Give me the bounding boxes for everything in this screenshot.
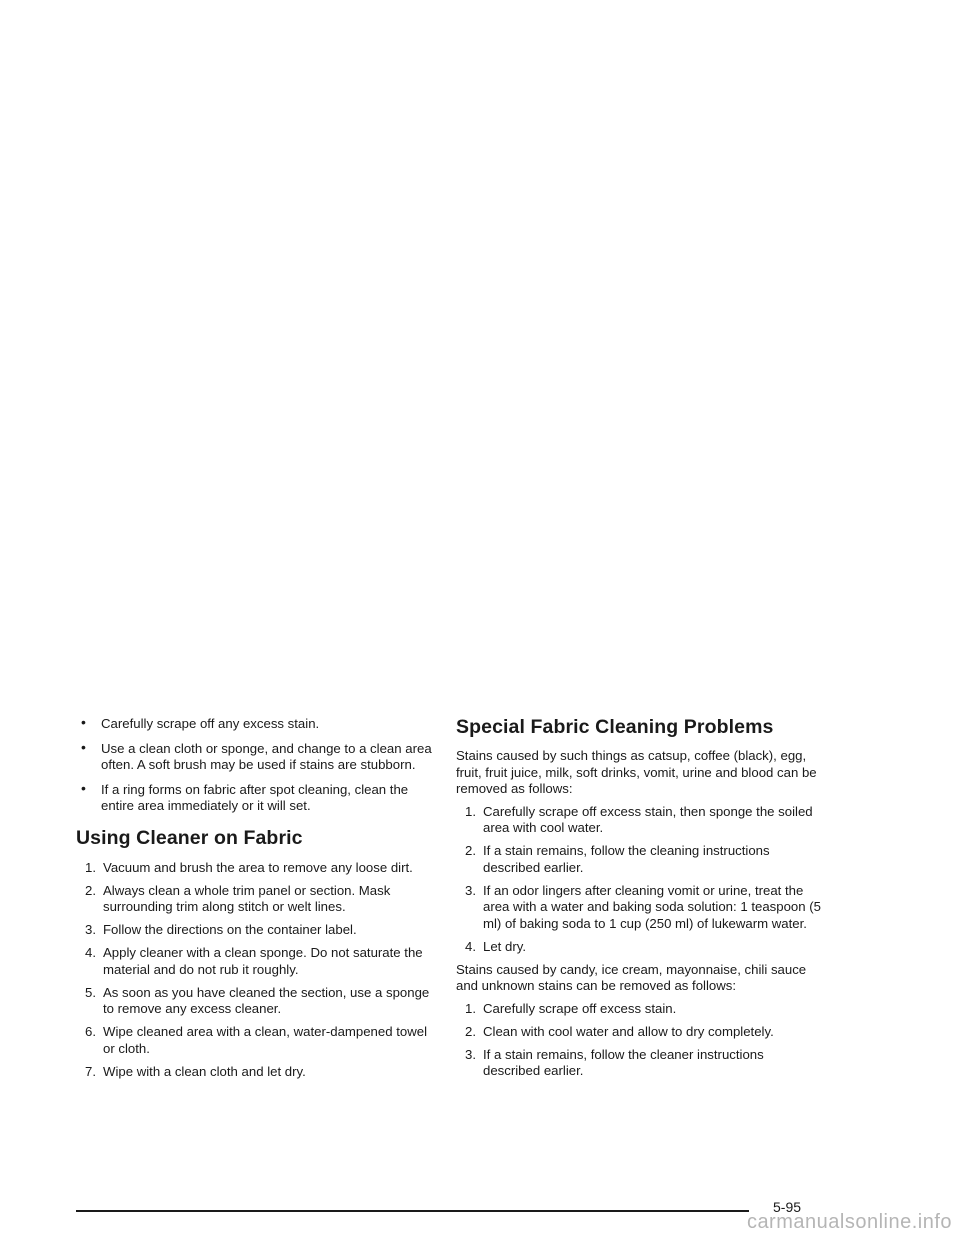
step-number: 2.	[465, 843, 476, 858]
list-item	[456, 1001, 821, 1018]
step-text: If a stain remains, follow the cleaner instructions described earlier.	[483, 1046, 764, 1078]
bullet-icon: •	[81, 738, 86, 755]
step-text: If a stain remains, follow the cleaning instructions described earlier.	[483, 843, 770, 875]
step-number: 2.	[465, 1023, 476, 1039]
list-item	[76, 922, 436, 939]
step-text: Carefully scrape off excess stain.	[483, 1000, 677, 1016]
step-text: Let dry.	[483, 938, 527, 954]
step-number: 1.	[465, 803, 476, 819]
intro-paragraph: Stains caused by such things as catsup, coffee (black), egg, fruit, fruit juice, milk, soft drinks, vomit, urine and blood can be removed as follows:	[456, 748, 817, 796]
step-number: 3.	[85, 922, 96, 937]
step-number: 2.	[85, 882, 96, 898]
bullet-text: If a ring forms on fabric after spot cleaning, clean the entire area immediately or it will set.	[101, 781, 409, 813]
step-text: Wipe with a clean cloth and let dry.	[103, 1063, 306, 1079]
list-item	[76, 883, 436, 916]
list-item	[456, 1047, 821, 1080]
step-number: 1.	[465, 1000, 476, 1016]
step-number: 7.	[85, 1063, 96, 1079]
step-text: As soon as you have cleaned the section, use a sponge to remove any excess cleaner.	[103, 984, 430, 1016]
step-text: Apply cleaner with a clean sponge. Do not saturate the material and do not rub it roughly.	[103, 945, 423, 977]
step-number: 1.	[85, 859, 96, 875]
section-heading-special-problems: Special Fabric Cleaning Problems	[456, 716, 774, 738]
list-item	[456, 804, 821, 837]
watermark: carmanualsonline.info	[746, 1211, 952, 1233]
bullet-text: Use a clean cloth or sponge, and change to a clean area often. A soft brush may be used if stains are stubborn.	[101, 740, 432, 772]
section-heading-using-cleaner: Using Cleaner on Fabric	[76, 826, 303, 849]
step-text: Vacuum and brush the area to remove any loose dirt.	[103, 859, 413, 875]
step-number: 5.	[85, 984, 96, 1000]
step-number: 3.	[465, 1046, 476, 1062]
step-number: 6.	[85, 1024, 96, 1039]
step-number: 3.	[465, 882, 476, 898]
footer-divider	[76, 1210, 749, 1212]
stain-steps-list	[456, 804, 821, 956]
step-text: Always clean a whole trim panel or section. Mask surrounding trim along stitch or welt lines.	[103, 882, 391, 914]
step-text: If an odor lingers after cleaning vomit or urine, treat the area with a water and baking soda solution: 1 teaspoon (5 ml) of baking soda to 1 cup (250 ml) of lukewarm water.	[483, 882, 821, 931]
list-item	[456, 1024, 821, 1041]
list-item	[456, 939, 821, 956]
step-number: 4.	[85, 945, 96, 960]
tips-list	[76, 716, 436, 815]
bullet-icon: •	[81, 714, 86, 730]
list-item	[76, 1024, 436, 1057]
list-item	[76, 985, 436, 1018]
list-item	[76, 738, 436, 774]
step-number: 4.	[465, 938, 476, 954]
bullet-text: Carefully scrape off any excess stain.	[101, 716, 320, 731]
page-number: 5-95	[773, 1199, 802, 1215]
step-text: Clean with cool water and allow to dry completely.	[483, 1023, 774, 1039]
list-item	[76, 860, 436, 877]
intro-paragraph: Stains caused by candy, ice cream, mayonnaise, chili sauce and unknown stains can be removed as follows:	[456, 961, 807, 993]
step-text: Follow the directions on the container label.	[103, 922, 357, 937]
list-item	[456, 843, 821, 876]
list-item	[76, 1064, 436, 1081]
stain-steps-list-2	[456, 1001, 821, 1080]
right-column	[456, 716, 821, 1086]
step-text: Wipe cleaned area with a clean, water-dampened towel or cloth.	[103, 1024, 428, 1056]
left-column	[76, 716, 436, 1087]
step-text: Carefully scrape off excess stain, then sponge the soiled area with cool water.	[483, 803, 813, 835]
list-item	[76, 716, 436, 733]
list-item	[76, 945, 436, 978]
list-item	[76, 779, 436, 815]
list-item	[456, 883, 821, 933]
cleaner-steps-list	[76, 860, 436, 1081]
bullet-icon: •	[81, 779, 86, 796]
